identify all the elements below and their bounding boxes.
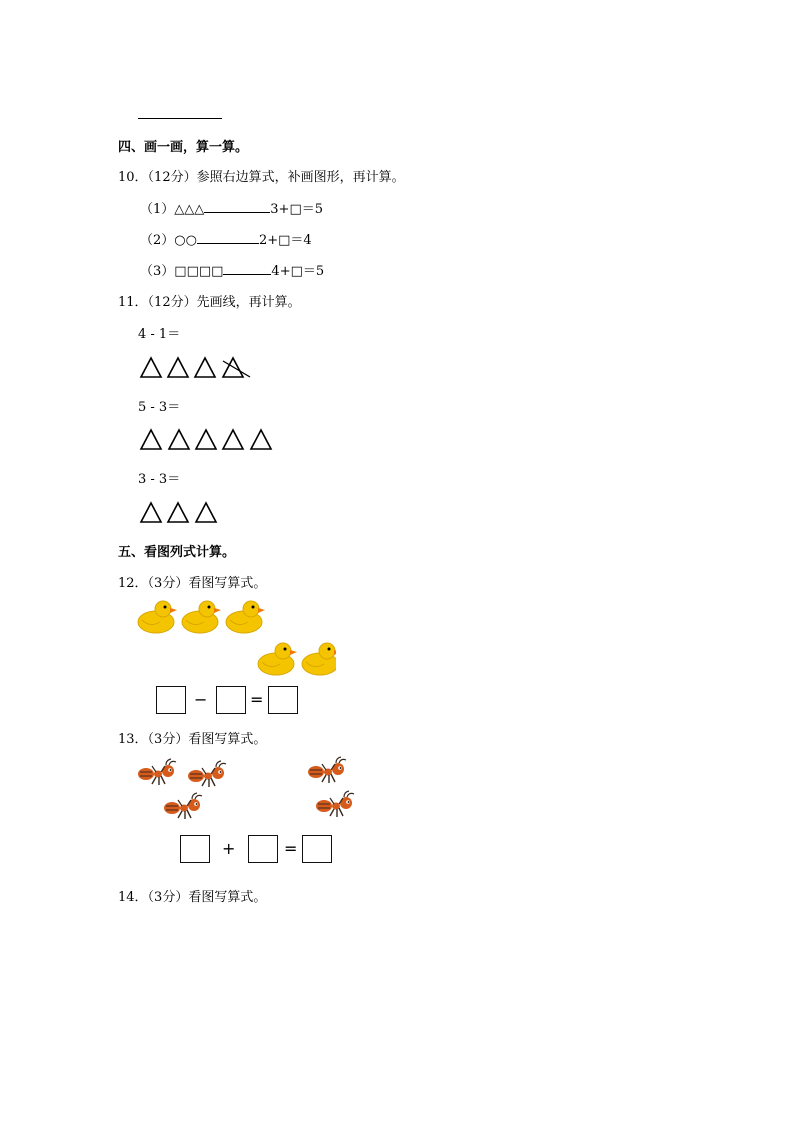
q10-item-2-prefix: （2） xyxy=(140,233,175,248)
q10-item-3-answer-line[interactable] xyxy=(223,262,271,275)
q13-operator: + xyxy=(222,839,236,858)
triangle-icon xyxy=(196,430,216,449)
ant-icon xyxy=(308,757,346,783)
ant-icon xyxy=(164,793,202,819)
triangle-icon xyxy=(141,430,161,449)
q13-answer-box-2[interactable] xyxy=(248,835,278,863)
triangle-icon xyxy=(168,503,188,522)
triangle-icon xyxy=(196,503,216,522)
q11-expr-3[interactable]: 3 - 3＝ xyxy=(138,472,181,487)
q10-item-2-shapes: ○○ xyxy=(174,233,197,248)
q10-item-3-prefix: （3） xyxy=(140,264,175,279)
q10-item-1-answer-line[interactable] xyxy=(204,200,270,213)
triangle-icon xyxy=(141,358,161,377)
q11-expr-1[interactable]: 4 - 1＝ xyxy=(138,327,181,342)
q10-item-2 xyxy=(140,229,312,248)
q12-operator: − xyxy=(194,690,208,709)
triangle-icon xyxy=(223,430,243,449)
duck-icon xyxy=(182,601,221,633)
triangle-icon xyxy=(169,430,189,449)
duck-icon xyxy=(138,601,177,633)
q10-item-3 xyxy=(140,260,324,279)
section-5-title: 五、看图列式计算。 xyxy=(118,545,236,560)
q11-stem: 11．（12分）先画线，再计算。 xyxy=(118,295,301,310)
q11-triangles-2[interactable] xyxy=(138,427,278,453)
triangle-icon xyxy=(141,503,161,522)
q12-stem: 12．（3分）看图写算式。 xyxy=(118,576,267,591)
section-4-title: 四、画一画，算一算。 xyxy=(118,140,249,155)
q13-stem: 13．（3分）看图写算式。 xyxy=(118,732,267,747)
duck-icon xyxy=(302,643,336,675)
q11-triangles-1[interactable] xyxy=(138,355,258,381)
q10-item-1 xyxy=(140,198,323,217)
q12-figure xyxy=(136,596,336,720)
q13-answer-box-1[interactable] xyxy=(180,835,210,863)
answer-line-top[interactable] xyxy=(138,118,222,119)
ant-icon xyxy=(138,759,176,785)
triangle-icon xyxy=(168,358,188,377)
q10-item-3-shapes: □□□□ xyxy=(174,264,224,279)
q12-answer-box-1[interactable] xyxy=(156,686,186,714)
ant-icon xyxy=(316,791,354,817)
q11-triangles-3[interactable] xyxy=(138,500,228,526)
q10-item-1-equation: 3+□＝5 xyxy=(270,202,323,217)
ant-icon xyxy=(188,761,226,787)
q14-stem: 14．（3分）看图写算式。 xyxy=(118,890,267,905)
q13-equals: = xyxy=(284,839,298,858)
q10-stem: 10．（12分）参照右边算式，补画图形，再计算。 xyxy=(118,170,405,185)
q12-answer-box-3[interactable] xyxy=(268,686,298,714)
duck-icon xyxy=(258,643,297,675)
q10-item-2-answer-line[interactable] xyxy=(197,231,259,244)
triangle-icon xyxy=(195,358,215,377)
q10-item-1-prefix: （1） xyxy=(140,202,175,217)
triangle-icon xyxy=(251,430,271,449)
q10-item-2-equation: 2+□＝4 xyxy=(258,233,312,248)
q13-answer-box-3[interactable] xyxy=(302,835,332,863)
q10-item-3-equation: 4+□＝5 xyxy=(271,264,325,279)
q13-figure xyxy=(136,754,366,866)
q12-equals: = xyxy=(250,690,264,709)
duck-icon xyxy=(226,601,265,633)
q10-item-1-shapes: △△△ xyxy=(174,202,205,217)
q12-answer-box-2[interactable] xyxy=(216,686,246,714)
q11-expr-2[interactable]: 5 - 3＝ xyxy=(138,400,181,415)
